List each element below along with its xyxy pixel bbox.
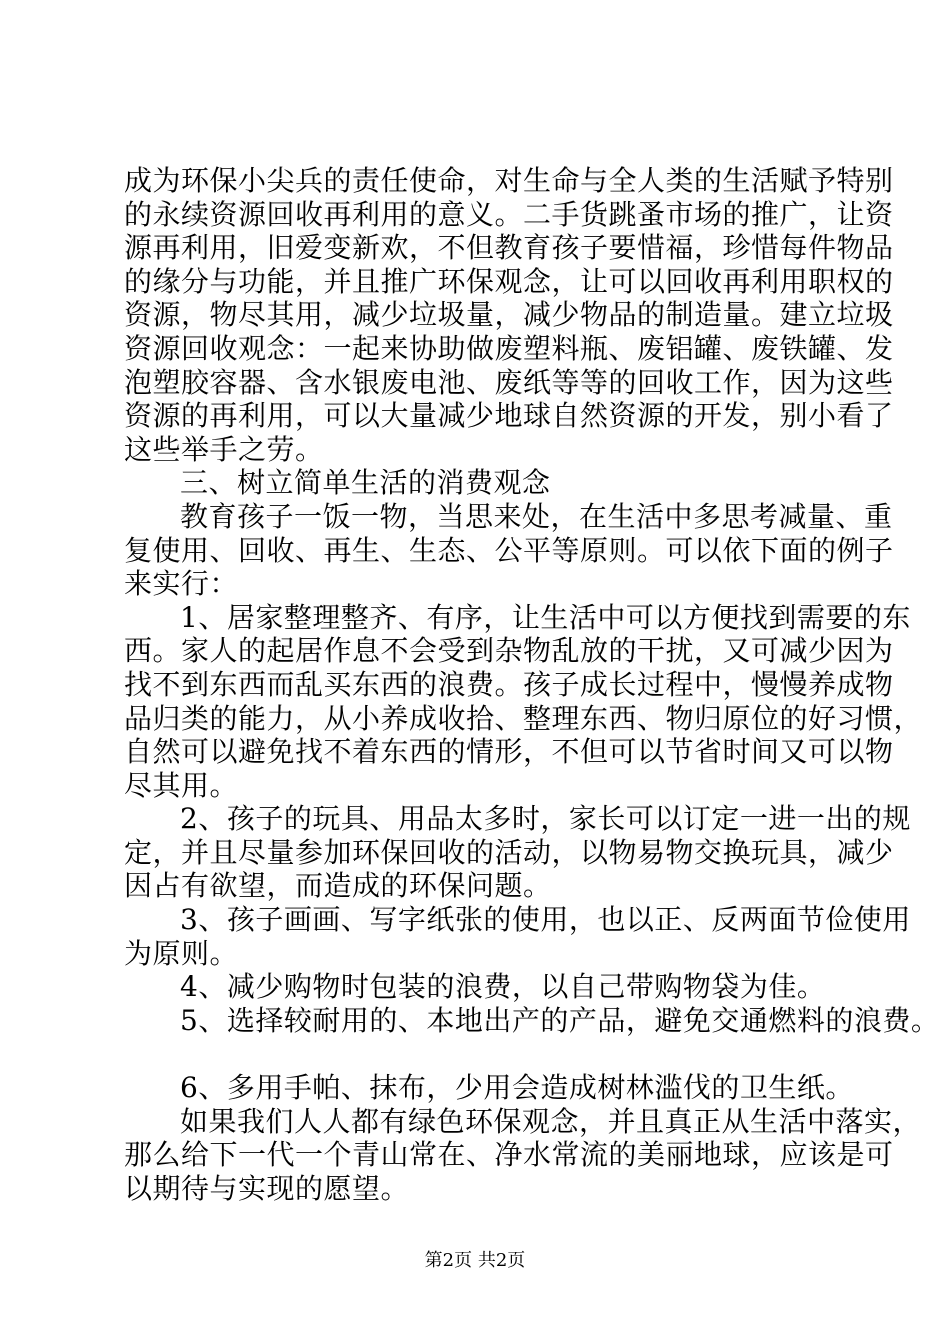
text-line: 品归类的能力，从小养成收拾、整理东西、物归原位的好习惯， — [124, 701, 923, 735]
list-item-1 — [124, 600, 923, 803]
text-line: 这些举手之劳。 — [124, 432, 324, 466]
list-item-6 — [124, 1071, 854, 1105]
text-line: 因占有欲望，而造成的环保问题。 — [124, 869, 552, 903]
text-line: 如果我们人人都有绿色环保观念，并且真正从生活中落实， — [180, 1104, 922, 1138]
text-line: 复使用、回收、再生、生态、公平等原则。可以依下面的例子 — [124, 533, 894, 567]
text-line: 源再利用，旧爱变新欢，不但教育孩子要惜福，珍惜每件物品 — [124, 231, 894, 265]
text-line: 西。家人的起居作息不会受到杂物乱放的干扰，又可减少因为 — [124, 634, 894, 668]
text-line: 4、减少购物时包装的浪费，以自己带购物袋为佳。 — [180, 970, 826, 1004]
text-line: 6、多用手帕、抹布，少用会造成树林滥伐的卫生纸。 — [180, 1071, 854, 1105]
list-item-3 — [124, 903, 911, 970]
text-line: 泡塑胶容器、含水银废电池、废纸等等的回收工作，因为这些 — [124, 365, 894, 399]
text-line: 来实行： — [124, 567, 239, 601]
text-line: 资源的再利用，可以大量减少地球自然资源的开发，别小看了 — [124, 399, 894, 433]
text-line: 1、居家整理整齐、有序，让生活中可以方便找到需要的东 — [180, 600, 911, 634]
text-line: 以期待与实现的愿望。 — [124, 1171, 410, 1205]
section-heading — [124, 466, 850, 500]
text-line: 3、孩子画画、写字纸张的使用，也以正、反两面节俭使用 — [180, 903, 911, 937]
text-line: 教育孩子一饭一物，当思来处，在生活中多思考减量、重 — [180, 499, 893, 533]
text-line: 自然可以避免找不着东西的情形，不但可以节省时间又可以物 — [124, 735, 894, 769]
text-line: 5、选择较耐用的、本地出产的产品，避免交通燃料的浪费。 — [180, 1003, 940, 1037]
text-line: 资源，物尽其用，减少垃圾量，减少物品的制造量。建立垃圾 — [124, 298, 894, 332]
paragraph-intro — [124, 499, 894, 601]
page-number-label: 第2页 共2页 — [424, 1250, 526, 1271]
text-line: 为原则。 — [124, 936, 239, 970]
document-body — [124, 164, 940, 1205]
text-line: 的永续资源回收再利用的意义。二手货跳蚤市场的推广，让资 — [124, 197, 894, 231]
text-line: 那么给下一代一个青山常在、净水常流的美丽地球，应该是可 — [124, 1138, 894, 1172]
paragraph-conclusion — [124, 1104, 922, 1206]
text-line: 成为环保小尖兵的责任使命，对生命与全人类的生活赋予特别 — [124, 164, 894, 197]
list-item-4 — [124, 970, 850, 1004]
list-item-5 — [124, 1003, 940, 1038]
heading-text: 三、树立简单生活的消费观念 — [180, 466, 551, 500]
text-line: 定，并且尽量参加环保回收的活动，以物易物交换玩具，减少 — [124, 835, 894, 869]
list-item-2 — [124, 802, 911, 903]
blank-line — [124, 1037, 850, 1071]
text-line: 尽其用。 — [124, 768, 239, 802]
paragraph-recycling — [124, 164, 894, 466]
text-line: 的缘分与功能，并且推广环保观念，让可以回收再利用职权的 — [124, 264, 894, 298]
text-line: 2、孩子的玩具、用品太多时，家长可以订定一进一出的规 — [180, 802, 911, 836]
text-line: 找不到东西而乱买东西的浪费。孩子成长过程中，慢慢养成物 — [124, 667, 894, 701]
text-line: 资源回收观念：一起来协助做废塑料瓶、废铝罐、废铁罐、发 — [124, 331, 894, 365]
page-footer — [0, 1246, 950, 1272]
